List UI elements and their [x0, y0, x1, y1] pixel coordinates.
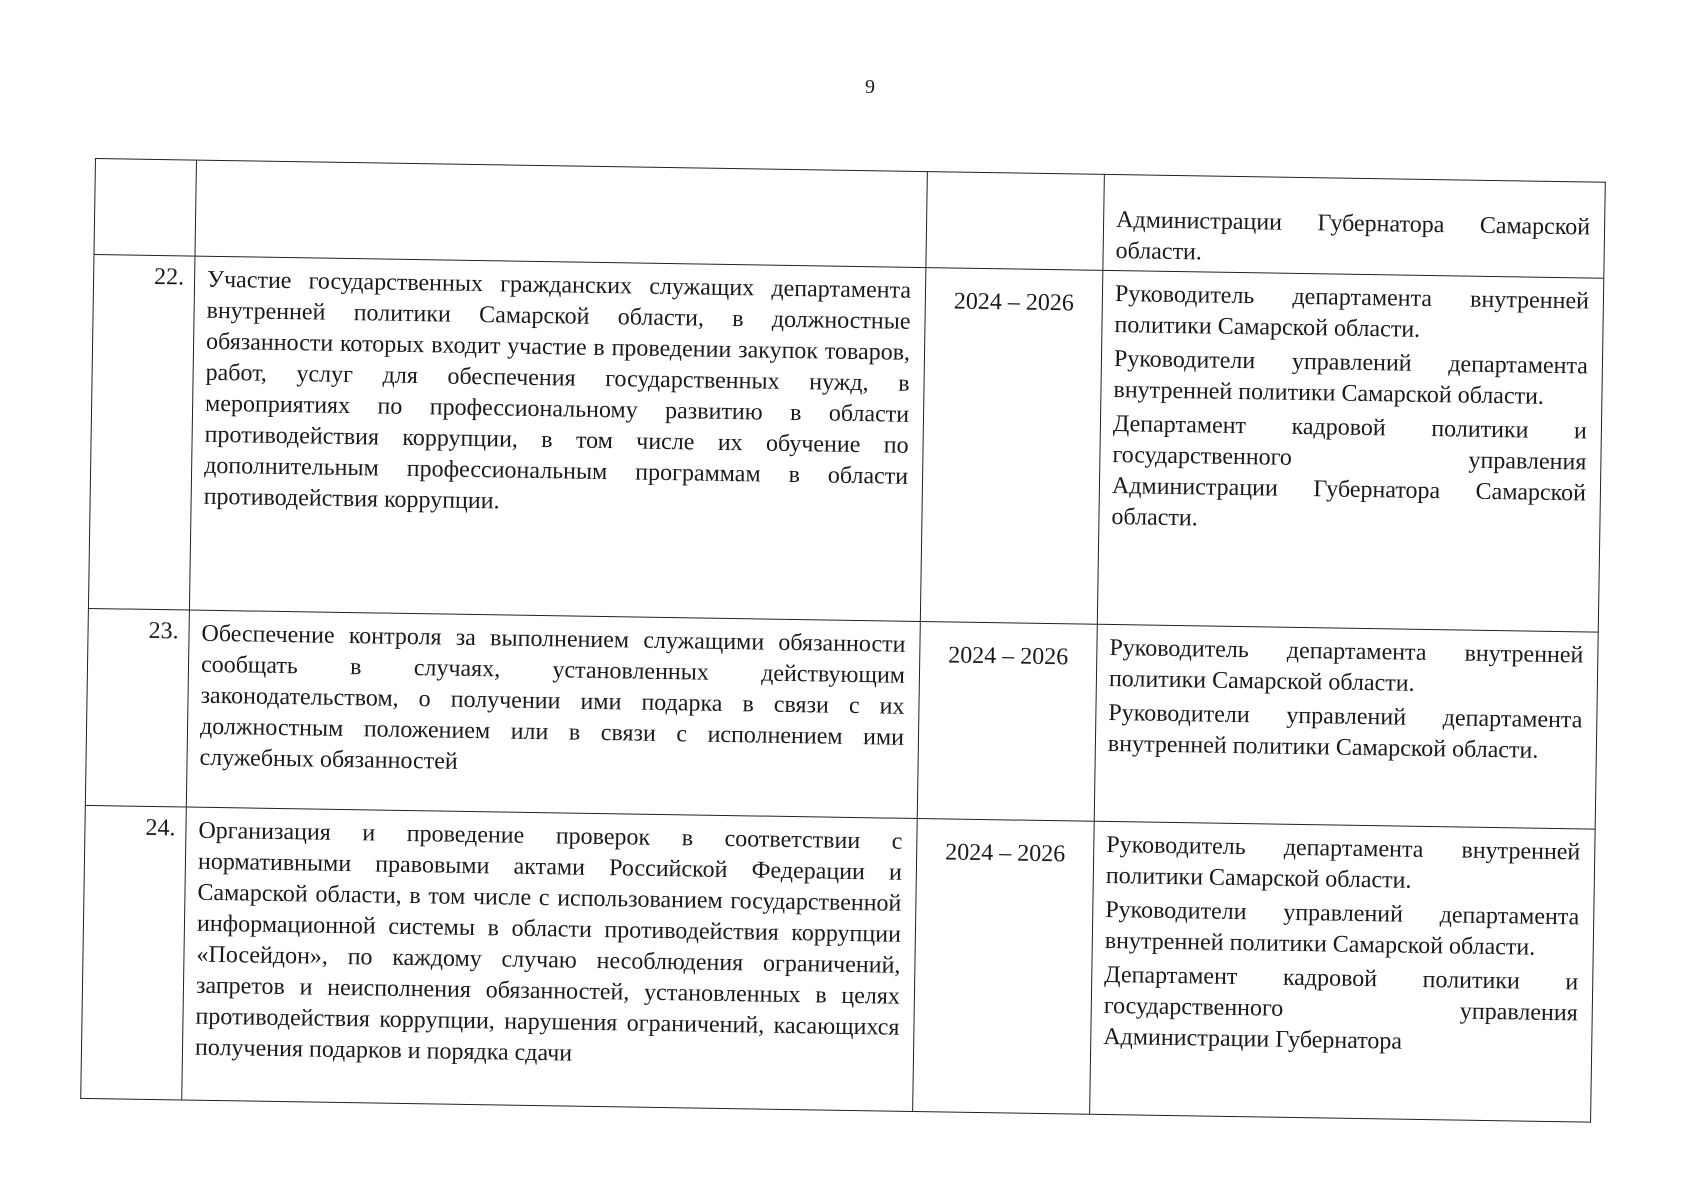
cell-num	[88, 254, 195, 610]
cell-num	[94, 159, 196, 257]
task-text: Обеспечение контроля за выполнением служащими обязанности сообщать в случаях, установленных действующим законодательством, о получении ими подарка в связи с их должностным положением или в связи с исполнением ими служебных обязанностей	[199, 620, 906, 775]
responsible-line: Руководитель департамента внутренней политики Самарской области.	[1108, 634, 1584, 697]
cell-task	[182, 807, 918, 1111]
task-text: Организация и проведение проверок в соответствии с нормативными правовыми актами Российской Федерации и Самарской области, в том числе с использованием государственной информационной системы в области противодействия коррупции «Посейдон», по каждому случаю несоблюдения ограничений, запретов и неисполнения обязанностей, установленных в целях противодействия коррупции, нарушения ограничений, касающихся получения подарков и порядка сдачи	[194, 817, 903, 1067]
responsible-line: Руководители управлений департамента внутренней политики Самарской области.	[1113, 346, 1589, 410]
period-text: 2024 – 2026	[948, 642, 1069, 671]
cell-period	[926, 172, 1104, 271]
cell-period	[920, 268, 1103, 625]
task-text: Участие государственных гражданских служащих департамента внутренней политики Самарской области, в должностные обязанности которых входит участие в проведении закупок товаров, работ, услуг для обеспечения государственных нужд, в мероприятиях по профессиональному развитию в области противодействия коррупции, в том числе их обучение по дополнительным профессиональным программам в области противодействия коррупции.	[203, 266, 912, 515]
period-text: 2024 – 2026	[944, 839, 1066, 868]
cell-responsible	[1090, 821, 1596, 1122]
row-number: 22.	[153, 263, 185, 291]
cell-responsible	[1097, 270, 1603, 632]
responsible-line: Департамент кадровой политики и государственного управления Администрации Губернатора	[1103, 961, 1579, 1055]
responsible-line: Руководитель департамента внутренней политики Самарской области.	[1105, 831, 1581, 894]
cell-num	[85, 608, 189, 807]
measures-table	[80, 158, 1606, 1123]
row-number: 24.	[145, 814, 176, 842]
cell-task	[195, 160, 927, 267]
responsible-line: Администрации Губернатора Самарской области.	[1115, 207, 1591, 266]
cell-task	[189, 256, 925, 621]
table-row	[85, 608, 1598, 829]
responsible-line: Руководитель департамента внутренней политики Самарской области.	[1114, 281, 1590, 343]
cell-task	[186, 610, 920, 818]
responsible-line: Руководители управлений департамента внутренней политики Самарской области.	[1107, 699, 1583, 764]
page-number: 9	[865, 76, 875, 98]
cell-responsible	[1094, 624, 1598, 829]
cell-period	[917, 622, 1097, 822]
table-row	[88, 254, 1603, 632]
responsible-line: Руководители управлений департамента внутренней политики Самарской области.	[1104, 896, 1580, 961]
period-text: 2024 – 2026	[953, 288, 1075, 317]
cell-num	[81, 805, 187, 1100]
cell-period	[913, 818, 1095, 1114]
table-row	[81, 805, 1595, 1122]
cell-responsible	[1103, 174, 1605, 278]
row-number: 23.	[148, 617, 179, 645]
responsible-line: Департамент кадровой политики и государственного управления Администрации Губернатора Самарской области.	[1111, 411, 1588, 532]
